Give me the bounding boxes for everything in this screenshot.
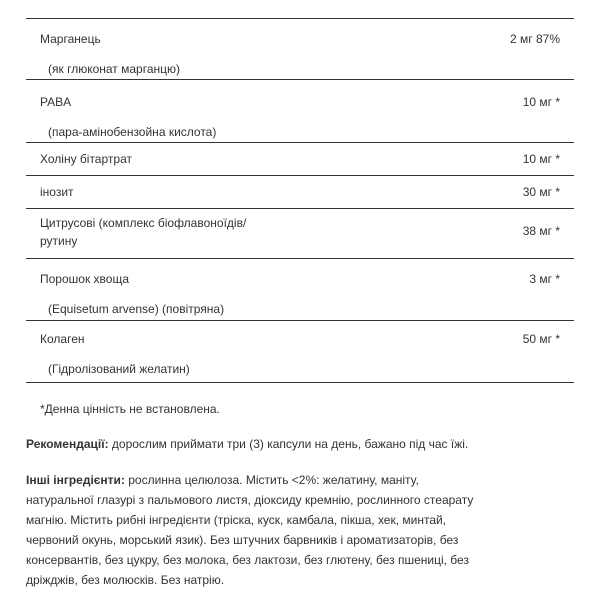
ingredient-amount: 10 мг * bbox=[522, 95, 560, 109]
supplement-facts-table bbox=[26, 18, 574, 383]
other-ingredients-line: натуральної глазурі з пальмового листя, діоксиду кремнію, рослинного стеарату bbox=[26, 493, 474, 507]
ingredient-name: PABA bbox=[40, 95, 72, 109]
ingredient-name: Колаген bbox=[40, 332, 85, 346]
ingredient-amount: 2 мг 87% bbox=[510, 32, 560, 46]
other-ingredients-line: дріжджів, без молюсків. Без натрію. bbox=[26, 573, 225, 587]
ingredient-name: Холіну бітартрат bbox=[40, 152, 132, 166]
other-ingredients-line: червоний окунь, морський язик). Без штучних барвників і ароматизаторів, без bbox=[26, 533, 459, 547]
table-row-paba bbox=[26, 79, 574, 142]
ingredient-amount: 38 мг * bbox=[522, 224, 560, 238]
other-ingredients-line: рослинна целюлоза. Містить <2%: желатину, маніту, bbox=[124, 473, 419, 487]
ingredient-amount: 10 мг * bbox=[522, 152, 560, 166]
ingredient-detail: (пара-амінобензойна кислота) bbox=[48, 125, 217, 139]
ingredient-name-line2: рутину bbox=[40, 234, 78, 248]
other-ingredients-label: Інші інгредієнти: bbox=[26, 473, 125, 487]
ingredient-name: Порошок хвоща bbox=[40, 272, 129, 286]
ingredient-detail: (Гідролізований желатин) bbox=[48, 362, 190, 376]
ingredient-name: інозит bbox=[40, 185, 74, 199]
table-row-inositol bbox=[26, 175, 574, 208]
table-row-citrus bbox=[26, 208, 574, 258]
other-ingredients bbox=[26, 470, 574, 590]
table-row-horsetail bbox=[26, 258, 574, 320]
ingredient-detail: (Equisetum arvense) (повітряна) bbox=[48, 302, 225, 316]
ingredient-name: Марганець bbox=[40, 32, 101, 46]
footnote: *Денна цінність не встановлена. bbox=[40, 402, 220, 416]
ingredient-amount: 30 мг * bbox=[522, 185, 560, 199]
ingredient-detail: (як глюконат марганцю) bbox=[48, 62, 180, 76]
table-row-collagen bbox=[26, 320, 574, 383]
table-row-manganese bbox=[26, 18, 574, 79]
other-ingredients-line: консервантів, без цукру, без молока, без лактози, без глютену, без пшениці, без bbox=[26, 553, 469, 567]
other-ingredients-line: магнію. Містить рибні інгредієнти (тріска, куск, камбала, пікша, хек, минтай, bbox=[26, 513, 447, 527]
recommendations-text: дорослим приймати три (3) капсули на день, бажано під час їжі. bbox=[108, 437, 469, 451]
ingredient-name-line1: Цитрусові (комплекс біофлавоноїдів/ bbox=[40, 216, 247, 230]
recommendations-label: Рекомендації: bbox=[26, 437, 109, 451]
recommendations bbox=[26, 434, 574, 454]
ingredient-amount: 3 мг * bbox=[529, 272, 560, 286]
table-row-choline bbox=[26, 142, 574, 175]
ingredient-amount: 50 мг * bbox=[522, 332, 560, 346]
